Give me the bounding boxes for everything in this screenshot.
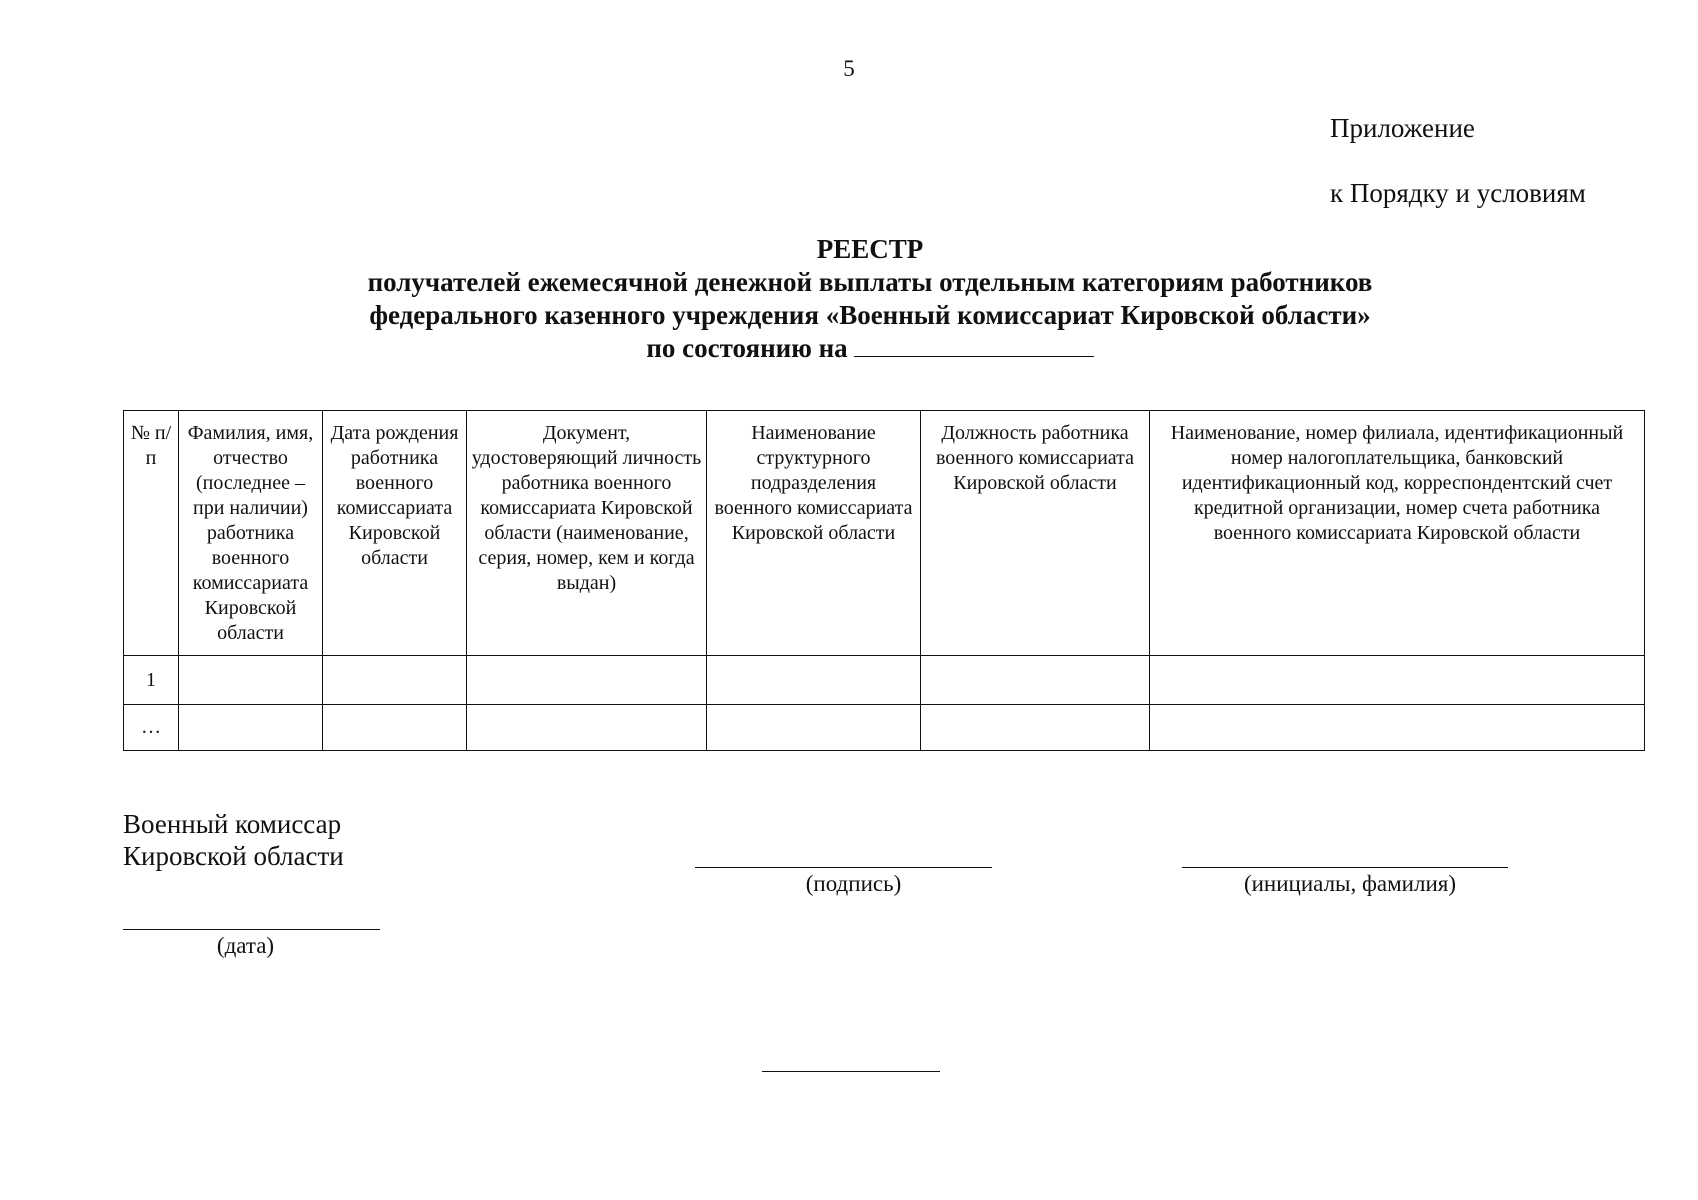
header-full-name: Фамилия, имя, отчество (последнее – при наличии) работника военного комиссариата Кировской области [179, 411, 323, 656]
header-identity-document: Документ, удостоверяющий личность работника военного комиссариата Кировской области (наименование, серия, номер, кем и когда выдан) [467, 411, 707, 656]
table-cell [1150, 656, 1645, 705]
header-position: Должность работника военного комиссариата Кировской области [921, 411, 1150, 656]
appendix-reference: к Порядку и условиям [1330, 178, 1586, 208]
signer-position-line-2: Кировской области [123, 841, 344, 871]
page-number: 5 [843, 56, 855, 81]
signature-line [695, 867, 992, 868]
title-line-1: получателей ежемесячной денежной выплаты отдельным категориям работников [367, 267, 1373, 297]
table-cell [1150, 705, 1645, 751]
date-blank-line [854, 332, 1094, 357]
signer-position [123, 808, 344, 872]
header-bank-details: Наименование, номер филиала, идентификационный номер налогоплательщика, банковский идентификационный код, корреспондентский счет кредитной организации, номер счета работника военного комиссариата Кировской области [1150, 411, 1645, 656]
table-cell [179, 705, 323, 751]
date-caption: (дата) [216, 933, 275, 958]
date-line [123, 929, 380, 930]
header-birth-date: Дата рождения работника военного комиссариата Кировской области [323, 411, 467, 656]
table-cell [179, 656, 323, 705]
name-caption: (инициалы, фамилия) [1243, 871, 1457, 896]
title-heading: РЕЕСТР [816, 234, 924, 264]
table-cell [707, 705, 921, 751]
signature-caption: (подпись) [805, 871, 902, 896]
table-cell [323, 705, 467, 751]
name-line [1182, 867, 1508, 868]
table-cell [921, 705, 1150, 751]
table-cell [467, 656, 707, 705]
title-line-2: федерального казенного учреждения «Военный комиссариат Кировской области» [369, 300, 1371, 330]
signer-position-line-1: Военный комиссар [123, 809, 342, 839]
header-number: № п/п [124, 411, 179, 656]
table-cell [707, 656, 921, 705]
table-cell [467, 705, 707, 751]
registry-table [123, 410, 1645, 751]
row-number: 1 [124, 656, 179, 705]
table-cell [921, 656, 1150, 705]
table-row [124, 705, 1645, 751]
table-cell [323, 656, 467, 705]
title-date-prefix: по состоянию на [646, 333, 848, 363]
closing-divider-line [762, 1071, 940, 1072]
appendix-label: Приложение [1330, 113, 1475, 143]
document-title [0, 233, 1698, 365]
table-header-row [124, 411, 1645, 656]
row-number: … [124, 705, 179, 751]
header-department: Наименование структурного подразделения военного комиссариата Кировской области [707, 411, 921, 656]
title-line-3 [0, 332, 1698, 365]
table-row [124, 656, 1645, 705]
